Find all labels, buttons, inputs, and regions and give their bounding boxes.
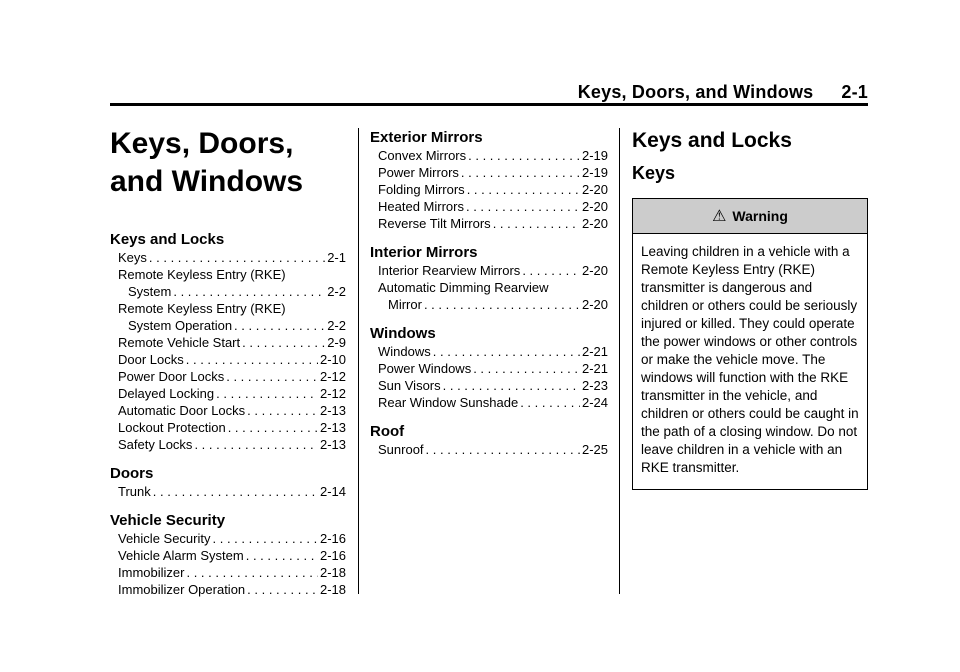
toc-entry-title: Automatic Door Locks	[118, 403, 246, 418]
toc-entry	[370, 147, 608, 164]
toc-column-1	[110, 125, 346, 598]
warning-text: Leaving children in a vehicle with a Remote Keyless Entry (RKE) transmitter is dangerous and children or others could be seriously injured or killed. They could operate the power windows or other controls or make the vehicle move. The windows will function with the RKE transmitter in the vehicle, and children or others could be caught in the path of a closing window. Do not leave children in a vehicle with an RKE transmitter.	[641, 244, 859, 475]
subsection-heading: Keys	[632, 163, 676, 183]
toc-entry-title: Automatic Dimming Rearview	[378, 280, 549, 295]
toc-leader-dots	[186, 564, 318, 581]
toc-entry	[110, 402, 346, 419]
toc-leader-dots	[153, 483, 318, 500]
toc-leader-dots	[247, 402, 318, 419]
toc-entry-page: 2-12	[319, 369, 346, 384]
chapter-title: Keys, Doors, and Windows	[110, 127, 304, 198]
toc-section-heading: Doors	[110, 465, 154, 482]
toc-entry-title: Immobilizer Operation	[118, 582, 246, 597]
toc-leader-dots	[246, 547, 318, 564]
toc-entry	[110, 419, 346, 436]
toc-entry-list	[370, 262, 608, 313]
toc-entry	[110, 385, 346, 402]
toc-entry-title: Sunroof	[378, 442, 424, 457]
toc-entry-page: 2-21	[581, 361, 608, 376]
toc-entry-page: 2-20	[581, 263, 608, 278]
toc-leader-dots	[216, 385, 318, 402]
header-title: Keys, Doors, and Windows	[577, 82, 814, 102]
toc-entry	[370, 360, 608, 377]
toc-entry-page: 2-20	[581, 199, 608, 214]
toc-entry-title: Vehicle Alarm System	[118, 548, 244, 563]
toc-entry-page: 2-24	[581, 395, 608, 410]
toc-entry-title: Power Mirrors	[378, 165, 459, 180]
toc-entry-list	[370, 441, 608, 458]
toc-entry-list	[110, 249, 346, 453]
toc-entry	[110, 547, 346, 564]
toc-entry-title: Power Windows	[378, 361, 472, 376]
toc-entry-page: 2-18	[319, 582, 346, 597]
toc-entry	[370, 377, 608, 394]
section-heading: Keys and Locks	[632, 129, 792, 152]
toc-leader-dots	[234, 317, 325, 334]
toc-leader-dots	[468, 147, 580, 164]
toc-section-heading: Exterior Mirrors	[370, 129, 483, 146]
toc-entry	[370, 181, 608, 198]
toc-entry	[370, 198, 608, 215]
toc-entry-page: 2-13	[319, 420, 346, 435]
content-column	[632, 125, 868, 490]
toc-entry	[110, 368, 346, 385]
toc-list-1	[110, 231, 346, 598]
toc-entry-page: 2-20	[581, 182, 608, 197]
toc-entry	[110, 300, 346, 334]
toc-entry	[370, 279, 608, 313]
toc-entry-list	[110, 483, 346, 500]
toc-entry	[110, 483, 346, 500]
toc-entry-page: 2-13	[319, 403, 346, 418]
toc-leader-dots	[467, 181, 580, 198]
warning-header	[633, 199, 867, 234]
toc-entry-page: 2-16	[319, 531, 346, 546]
toc-leader-dots	[473, 360, 580, 377]
toc-list-2	[370, 129, 608, 458]
toc-entry-title: Vehicle Security	[118, 531, 211, 546]
running-header	[110, 80, 868, 104]
toc-leader-dots	[213, 530, 318, 547]
toc-section-heading: Keys and Locks	[110, 231, 225, 248]
toc-entry	[110, 564, 346, 581]
toc-entry-page: 2-23	[581, 378, 608, 393]
header-rule	[110, 103, 868, 106]
warning-label: Warning	[732, 208, 788, 224]
toc-entry-page: 2-2	[327, 318, 346, 333]
toc-entry-title: Interior Rearview Mirrors	[378, 263, 521, 278]
column-divider-2	[619, 128, 620, 594]
toc-entry-title: Folding Mirrors	[378, 182, 465, 197]
toc-entry	[110, 334, 346, 351]
toc-entry-page: 2-12	[319, 386, 346, 401]
toc-entry	[370, 164, 608, 181]
toc-entry-title: Windows	[378, 344, 431, 359]
toc-entry-page: 2-9	[327, 335, 346, 350]
toc-leader-dots	[493, 215, 580, 232]
toc-leader-dots	[426, 441, 580, 458]
toc-entry-page: 2-18	[319, 565, 346, 580]
toc-leader-dots	[433, 343, 580, 360]
toc-leader-dots	[247, 581, 318, 598]
column-divider-1	[358, 128, 359, 594]
toc-section-heading: Vehicle Security	[110, 512, 226, 529]
toc-entry-title: Trunk	[118, 484, 151, 499]
toc-entry-page: 2-10	[319, 352, 346, 367]
toc-entry-title: Remote Keyless Entry (RKE)	[118, 267, 286, 282]
toc-leader-dots	[242, 334, 325, 351]
toc-entry	[110, 436, 346, 453]
toc-entry	[110, 530, 346, 547]
toc-entry	[370, 441, 608, 458]
toc-leader-dots	[443, 377, 580, 394]
toc-leader-dots	[424, 296, 580, 313]
toc-entry-page: 2-13	[319, 437, 346, 452]
toc-entry	[110, 351, 346, 368]
toc-leader-dots	[194, 436, 318, 453]
header-page-number: 2-1	[841, 82, 868, 102]
toc-entry-page: 2-16	[319, 548, 346, 563]
toc-entry	[370, 394, 608, 411]
toc-entry-line	[118, 317, 346, 334]
toc-entry	[370, 215, 608, 232]
toc-entry	[370, 262, 608, 279]
toc-entry-line	[118, 283, 346, 300]
toc-entry	[110, 249, 346, 266]
toc-section-heading: Roof	[370, 423, 405, 440]
toc-section-heading: Interior Mirrors	[370, 244, 478, 261]
toc-entry-title: Delayed Locking	[118, 386, 215, 401]
toc-leader-dots	[461, 164, 580, 181]
header-text	[578, 82, 868, 103]
warning-triangle-icon: ⚠	[712, 208, 727, 225]
toc-entry-page: 2-20	[581, 297, 608, 312]
warning-box	[632, 198, 868, 490]
toc-entry-title-cont: System	[128, 284, 172, 299]
toc-entry-title: Rear Window Sunshade	[378, 395, 519, 410]
toc-entry-page: 2-2	[327, 284, 346, 299]
toc-leader-dots	[173, 283, 325, 300]
toc-entry-page: 2-19	[581, 165, 608, 180]
toc-entry-page: 2-19	[581, 148, 608, 163]
toc-entry-list	[370, 343, 608, 411]
toc-leader-dots	[522, 262, 580, 279]
toc-entry-page: 2-1	[327, 250, 346, 265]
toc-column-2	[370, 129, 608, 458]
toc-entry-title: Remote Keyless Entry (RKE)	[118, 301, 286, 316]
toc-entry	[110, 266, 346, 300]
toc-leader-dots	[186, 351, 318, 368]
toc-entry-title: Reverse Tilt Mirrors	[378, 216, 491, 231]
toc-entry	[110, 581, 346, 598]
toc-entry-title: Sun Visors	[378, 378, 441, 393]
toc-entry-title: Lockout Protection	[118, 420, 226, 435]
toc-entry-title: Immobilizer	[118, 565, 185, 580]
toc-entry-page: 2-25	[581, 442, 608, 457]
toc-entry-title-cont: System Operation	[128, 318, 233, 333]
toc-entry-title: Power Door Locks	[118, 369, 225, 384]
toc-entry-page: 2-21	[581, 344, 608, 359]
toc-entry-title: Keys	[118, 250, 147, 265]
toc-entry-title: Convex Mirrors	[378, 148, 467, 163]
toc-leader-dots	[520, 394, 580, 411]
toc-leader-dots	[228, 419, 318, 436]
toc-section-heading: Windows	[370, 325, 436, 342]
toc-entry-title: Door Locks	[118, 352, 184, 367]
toc-leader-dots	[226, 368, 318, 385]
toc-entry-title: Safety Locks	[118, 437, 193, 452]
toc-entry-page: 2-14	[319, 484, 346, 499]
toc-entry	[370, 343, 608, 360]
toc-entry-title: Remote Vehicle Start	[118, 335, 241, 350]
toc-entry-list	[370, 147, 608, 232]
toc-entry-list	[110, 530, 346, 598]
toc-entry-title: Heated Mirrors	[378, 199, 464, 214]
toc-leader-dots	[466, 198, 580, 215]
toc-leader-dots	[149, 249, 325, 266]
toc-entry-line	[378, 296, 608, 313]
toc-entry-title-cont: Mirror	[388, 297, 422, 312]
toc-entry-page: 2-20	[581, 216, 608, 231]
